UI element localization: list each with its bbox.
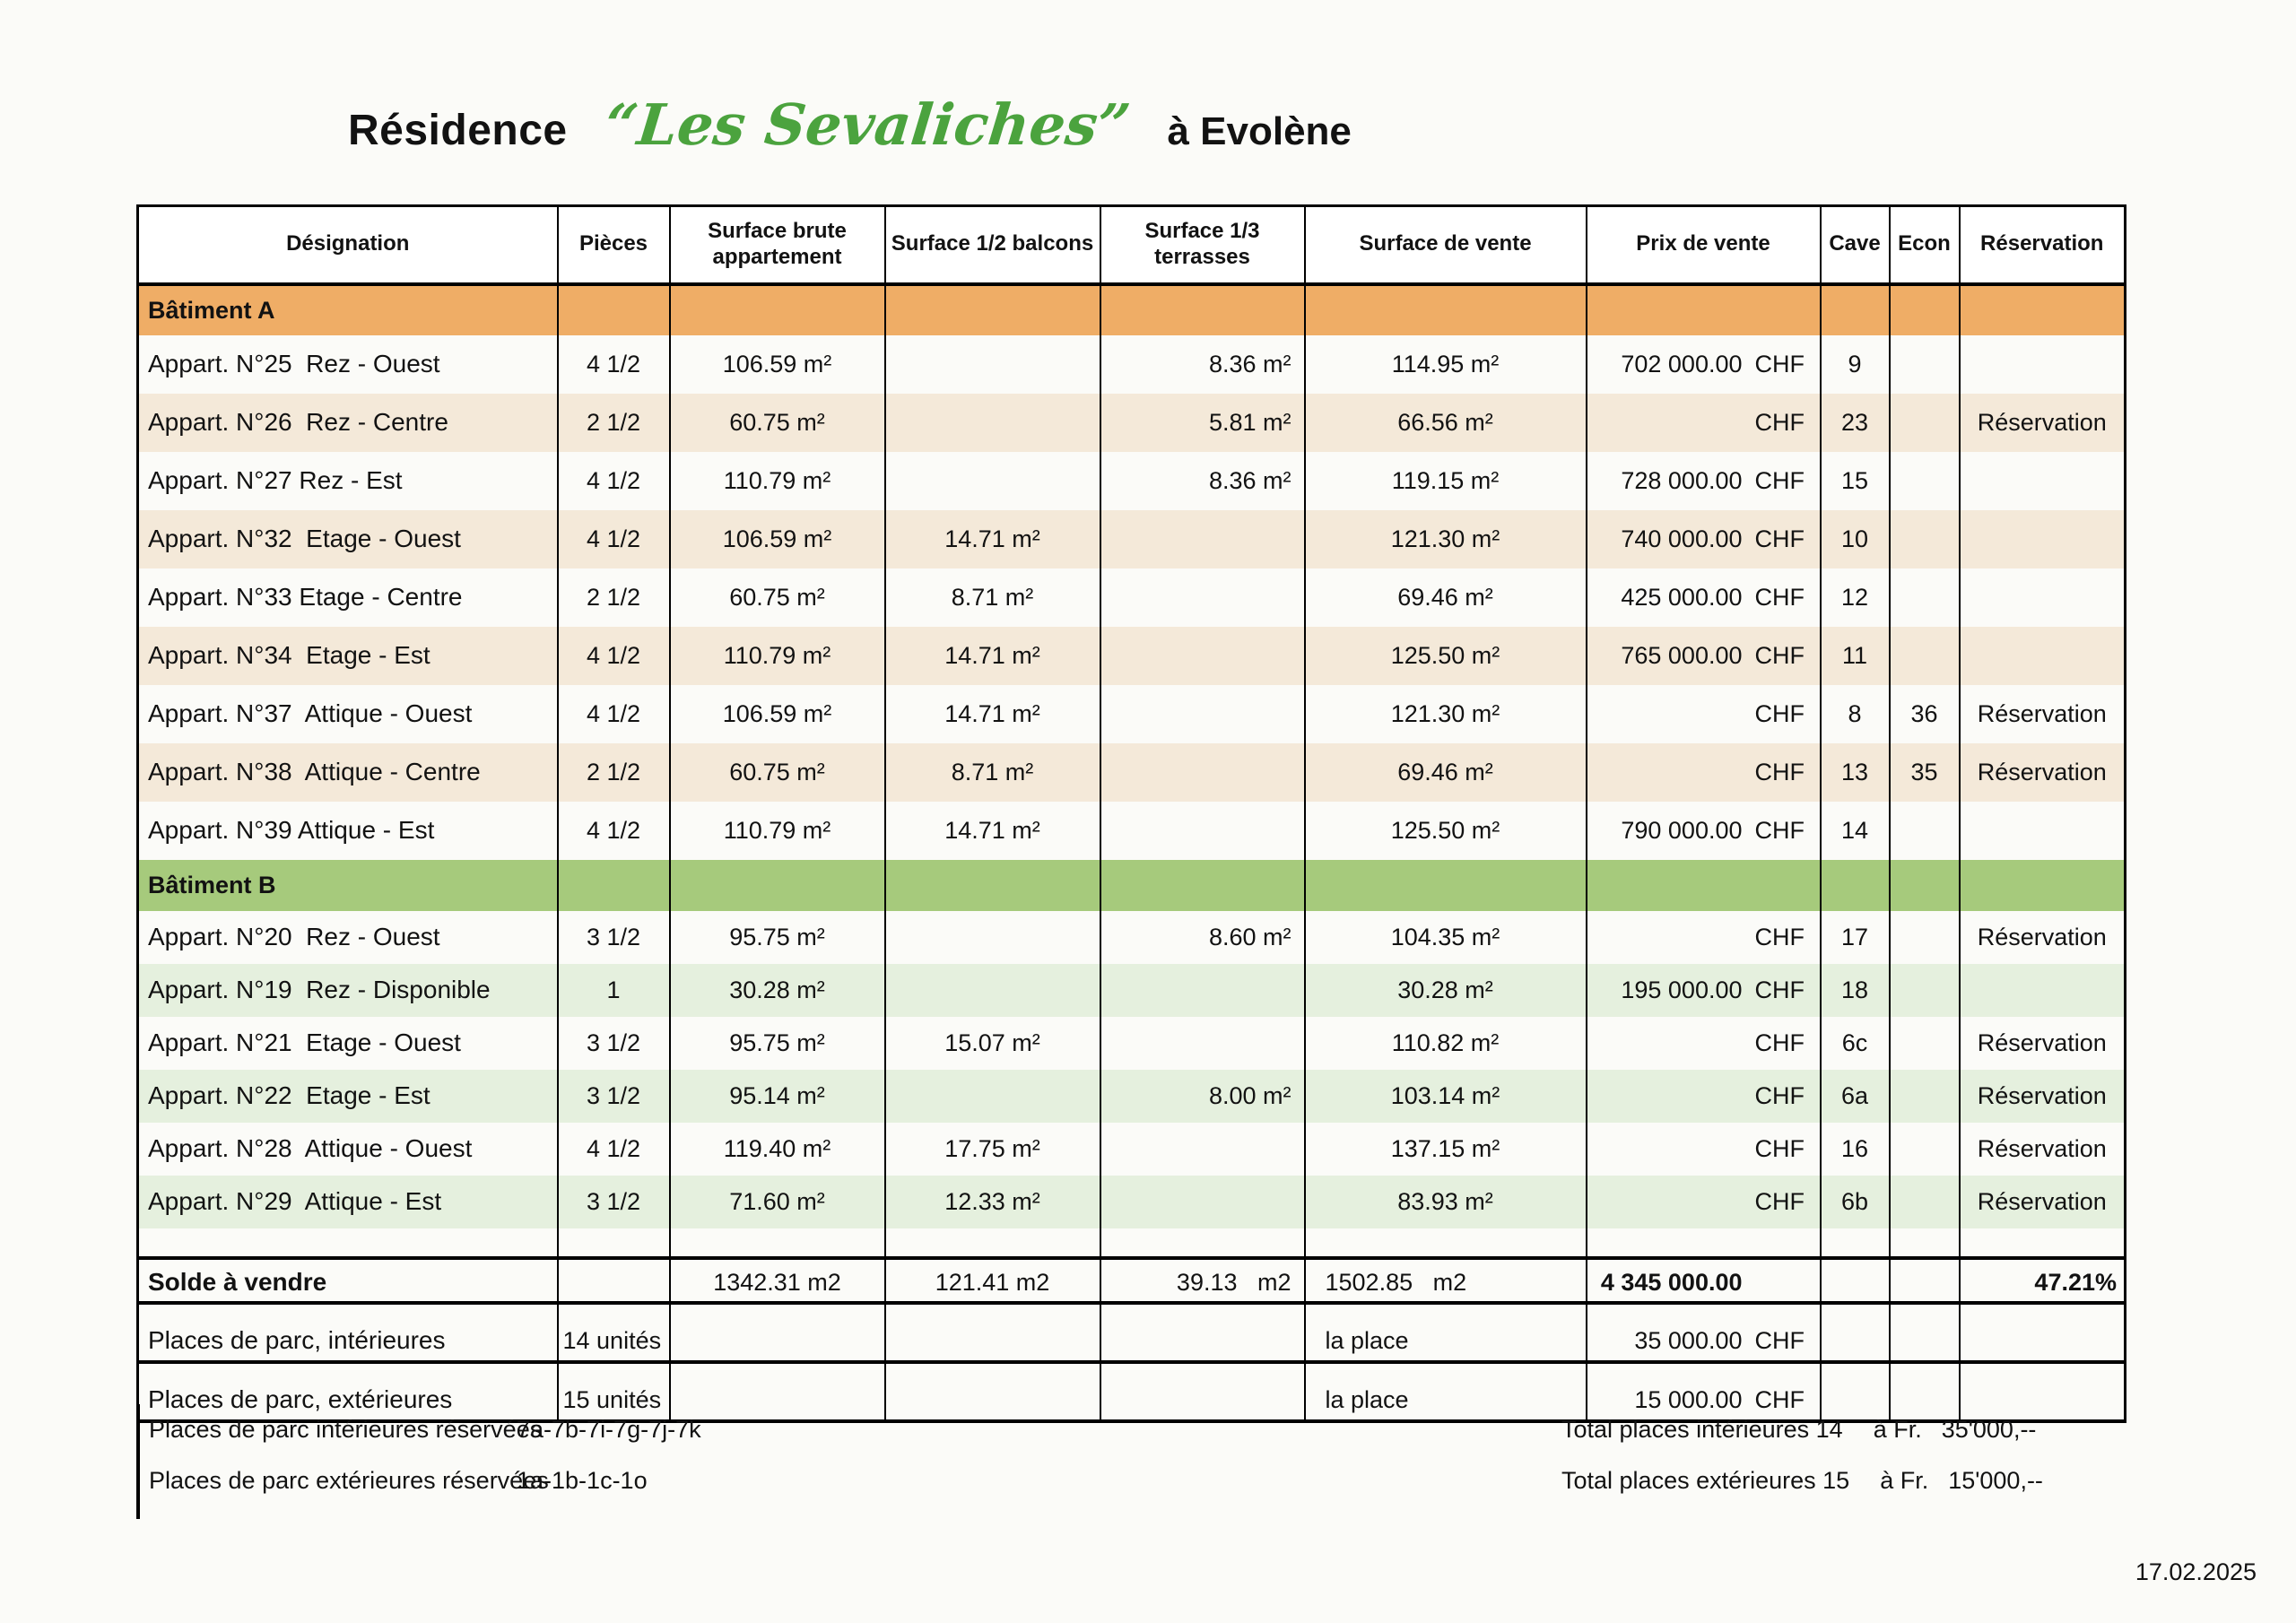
- parking-ext-total-at: à Fr.: [1880, 1467, 1929, 1494]
- band-cell: [1100, 284, 1305, 335]
- cell-vente: 119.15 m²: [1305, 452, 1587, 510]
- cell-terrasses: [1100, 743, 1305, 802]
- cell-econ: [1890, 1258, 1960, 1303]
- cell-cave: 18: [1821, 964, 1890, 1017]
- cell-balcons: 8.71 m²: [885, 743, 1100, 802]
- apartment-row: [138, 685, 2126, 743]
- cell-econ: [1890, 510, 1960, 568]
- cell-balcons: [885, 1228, 1100, 1258]
- cell-designation: Appart. N°22 Etage - Est: [138, 1070, 558, 1123]
- cell-reservation: Réservation: [1960, 394, 2126, 452]
- parking-ext-reserved-line: [140, 1455, 2127, 1506]
- cell-vente: la place: [1305, 1303, 1587, 1362]
- parking-ext-total: [1561, 1467, 2043, 1495]
- cell-econ: 35: [1890, 743, 1960, 802]
- band-cell: [1960, 284, 2126, 335]
- cell-vente: 69.46 m²: [1305, 743, 1587, 802]
- cell-balcons: [885, 1303, 1100, 1362]
- cell-vente: 121.30 m²: [1305, 685, 1587, 743]
- cell-pieces: [558, 1258, 670, 1303]
- parking-ext-reserved-label: Places de parc extérieures réservées: [149, 1467, 549, 1494]
- cell-vente: 30.28 m²: [1305, 964, 1587, 1017]
- col-header-econ: Econ: [1890, 206, 1960, 284]
- col-header-pieces: Pièces: [558, 206, 670, 284]
- cell-brute: 110.79 m²: [670, 627, 885, 685]
- cell-reservation: Réservation: [1960, 911, 2126, 964]
- cell-pieces: 4 1/2: [558, 452, 670, 510]
- cell-econ: [1890, 802, 1960, 860]
- cell-pieces: 14 unités: [558, 1303, 670, 1362]
- price-table: [136, 204, 2126, 1423]
- apartment-row: [138, 452, 2126, 510]
- band-cell: [1587, 284, 1821, 335]
- cell-brute: 71.60 m²: [670, 1176, 885, 1228]
- col-header-surface-terrasses: Surface 1/3 terrasses: [1100, 206, 1305, 284]
- title-residence: Résidence: [348, 107, 568, 154]
- cell-balcons: [885, 964, 1100, 1017]
- cell-vente: 137.15 m²: [1305, 1123, 1587, 1176]
- cell-reservation: 47.21%: [1960, 1258, 2126, 1303]
- cell-econ: [1890, 964, 1960, 1017]
- cell-brute: 60.75 m²: [670, 743, 885, 802]
- cell-prix: [1587, 1228, 1821, 1258]
- cell-cave: [1821, 1258, 1890, 1303]
- cell-reservation: [1960, 568, 2126, 627]
- apartment-row: [138, 394, 2126, 452]
- apartment-row: [138, 802, 2126, 860]
- cell-cave: [1821, 1228, 1890, 1258]
- cell-econ: [1890, 1228, 1960, 1258]
- cell-prix: CHF: [1587, 1176, 1821, 1228]
- cell-brute: 106.59 m²: [670, 510, 885, 568]
- cell-cave: 10: [1821, 510, 1890, 568]
- band-cell: [558, 860, 670, 911]
- cell-terrasses: 5.81 m²: [1100, 394, 1305, 452]
- col-header-surface-balcons: Surface 1/2 balcons: [885, 206, 1100, 284]
- cell-vente: 114.95 m²: [1305, 335, 1587, 394]
- cell-balcons: 121.41 m2: [885, 1258, 1100, 1303]
- cell-balcons: [885, 1070, 1100, 1123]
- cell-balcons: 14.71 m²: [885, 685, 1100, 743]
- parking-ext-total-amount: 15'000,--: [1948, 1467, 2043, 1494]
- cell-designation: Appart. N°33 Etage - Centre: [148, 583, 463, 611]
- cell-pieces: 2 1/2: [558, 743, 670, 802]
- cell-reservation: Réservation: [1960, 1176, 2126, 1228]
- cell-brute: 1342.31 m2: [670, 1258, 885, 1303]
- cell-prix: 425 000.00 CHF: [1587, 568, 1821, 627]
- cell-terrasses: [1100, 1176, 1305, 1228]
- col-header-cave: Cave: [1821, 206, 1890, 284]
- cell-brute: 30.28 m²: [670, 964, 885, 1017]
- cell-reservation: [1960, 964, 2126, 1017]
- cell-designation: Appart. N°39 Attique - Est: [148, 816, 435, 844]
- cell-terrasses: 8.00 m²: [1100, 1070, 1305, 1123]
- cell-terrasses: [1100, 627, 1305, 685]
- cell-designation: Places de parc, extérieures: [138, 1362, 558, 1421]
- parking-int-total-text: Total places intérieures 14: [1561, 1416, 1843, 1443]
- cell-reservation: [1960, 802, 2126, 860]
- cell-balcons: 14.71 m²: [885, 802, 1100, 860]
- cell-reservation: Réservation: [1960, 685, 2126, 743]
- cell-vente: 66.56 m²: [1305, 394, 1587, 452]
- cell-vente: 104.35 m²: [1305, 911, 1587, 964]
- cell-terrasses: [1100, 964, 1305, 1017]
- cell-pieces: 3 1/2: [558, 1176, 670, 1228]
- cell-econ: [1890, 394, 1960, 452]
- cell-pieces: 3 1/2: [558, 1070, 670, 1123]
- cell-balcons: 14.71 m²: [885, 627, 1100, 685]
- apartment-row: [138, 335, 2126, 394]
- cell-vente: 69.46 m²: [1305, 568, 1587, 627]
- parking-ext-total-text: Total places extérieures 15: [1561, 1467, 1850, 1494]
- cell-brute: 60.75 m²: [670, 394, 885, 452]
- cell-pieces: 15 unités: [558, 1362, 670, 1421]
- cell-cave: 6b: [1821, 1176, 1890, 1228]
- cell-terrasses: 8.36 m²: [1100, 452, 1305, 510]
- cell-pieces: 1: [558, 964, 670, 1017]
- band-cell: [670, 860, 885, 911]
- parking-int-total-at: à Fr.: [1873, 1416, 1922, 1443]
- cell-terrasses: 8.60 m²: [1100, 911, 1305, 964]
- cell-pieces: 4 1/2: [558, 627, 670, 685]
- cell-designation: Places de parc, intérieures: [138, 1303, 558, 1362]
- cell-cave: 14: [1821, 802, 1890, 860]
- title-location: à Evolène: [1167, 109, 1352, 153]
- cell-vente: 110.82 m²: [1305, 1017, 1587, 1070]
- cell-terrasses: [1100, 1123, 1305, 1176]
- cell-terrasses: [1100, 510, 1305, 568]
- apartment-row: [138, 911, 2126, 964]
- band-cell: [1960, 860, 2126, 911]
- cell-brute: [670, 1303, 885, 1362]
- section-band: [138, 284, 2126, 335]
- cell-brute: 106.59 m²: [670, 685, 885, 743]
- cell-terrasses: [1100, 802, 1305, 860]
- band-cell: [558, 284, 670, 335]
- cell-prix: CHF: [1587, 1017, 1821, 1070]
- cell-pieces: [558, 1228, 670, 1258]
- cell-terrasses: 39.13 m2: [1100, 1258, 1305, 1303]
- cell-reservation: [1960, 335, 2126, 394]
- cell-prix: 728 000.00 CHF: [1587, 452, 1821, 510]
- cell-designation: Solde à vendre: [138, 1258, 558, 1303]
- cell-designation: Appart. N°19 Rez - Disponible: [138, 964, 558, 1017]
- band-cell: [1890, 284, 1960, 335]
- band-cell: [885, 860, 1100, 911]
- cell-designation: Appart. N°27 Rez - Est: [148, 466, 403, 494]
- cell-prix: 195 000.00 CHF: [1587, 964, 1821, 1017]
- band-cell: [1890, 860, 1960, 911]
- document-date: 17.02.2025: [2135, 1558, 2257, 1585]
- parking-notes: [136, 1404, 2127, 1519]
- cell-vente: [1305, 1228, 1587, 1258]
- cell-prix: 4 345 000.00: [1587, 1258, 1821, 1303]
- page-title: [348, 91, 1352, 158]
- band-cell: [1821, 860, 1890, 911]
- cell-cave: 15: [1821, 452, 1890, 510]
- cell-terrasses: [1100, 1228, 1305, 1258]
- cell-econ: [1890, 1070, 1960, 1123]
- cell-vente: 125.50 m²: [1305, 802, 1587, 860]
- cell-cave: 12: [1821, 568, 1890, 627]
- cell-terrasses: [1100, 685, 1305, 743]
- col-header-designation: Désignation: [138, 206, 558, 284]
- cell-designation: Appart. N°32 Etage - Ouest: [138, 510, 558, 568]
- cell-pieces: 4 1/2: [558, 802, 670, 860]
- cell-vente: 1502.85 m2: [1305, 1258, 1587, 1303]
- cell-econ: [1890, 1017, 1960, 1070]
- cell-prix: 740 000.00 CHF: [1587, 510, 1821, 568]
- col-header-surface-vente: Surface de vente: [1305, 206, 1587, 284]
- cell-cave: 17: [1821, 911, 1890, 964]
- cell-pieces: 3 1/2: [558, 1017, 670, 1070]
- cell-pieces: 2 1/2: [558, 394, 670, 452]
- cell-balcons: [885, 394, 1100, 452]
- spacer-row: [138, 1228, 2126, 1258]
- cell-brute: 119.40 m²: [670, 1123, 885, 1176]
- apartment-row: [138, 627, 2126, 685]
- cell-balcons: 12.33 m²: [885, 1176, 1100, 1228]
- cell-prix: 35 000.00 CHF: [1587, 1303, 1821, 1362]
- parking-int-row: [138, 1303, 2126, 1362]
- cell-econ: [1890, 911, 1960, 964]
- cell-balcons: 17.75 m²: [885, 1123, 1100, 1176]
- cell-brute: 60.75 m²: [670, 568, 885, 627]
- cell-designation: Appart. N°26 Rez - Centre: [138, 394, 558, 452]
- apartment-row: [138, 1176, 2126, 1228]
- cell-cave: 6c: [1821, 1017, 1890, 1070]
- col-header-reservation: Réservation: [1960, 206, 2126, 284]
- cell-brute: [670, 1228, 885, 1258]
- apartment-row: [138, 568, 2126, 627]
- cell-reservation: [1960, 627, 2126, 685]
- cell-brute: 110.79 m²: [670, 802, 885, 860]
- cell-balcons: 8.71 m²: [885, 568, 1100, 627]
- cell-terrasses: [1100, 1017, 1305, 1070]
- cell-reservation: [1960, 510, 2126, 568]
- cell-pieces: 4 1/2: [558, 685, 670, 743]
- cell-reservation: Réservation: [1960, 1123, 2126, 1176]
- cell-econ: [1890, 335, 1960, 394]
- cell-designation: Appart. N°20 Rez - Ouest: [148, 923, 440, 950]
- section-band: [138, 860, 2126, 911]
- header-row: [138, 206, 2126, 284]
- cell-terrasses: [1100, 568, 1305, 627]
- apartment-row: [138, 964, 2126, 1017]
- cell-prix: CHF: [1587, 743, 1821, 802]
- cell-cave: 11: [1821, 627, 1890, 685]
- cell-reservation: Réservation: [1960, 743, 2126, 802]
- cell-prix: CHF: [1587, 685, 1821, 743]
- cell-prix: CHF: [1587, 911, 1821, 964]
- cell-reservation: [1960, 452, 2126, 510]
- cell-prix: CHF: [1587, 394, 1821, 452]
- cell-reservation: Réservation: [1960, 1070, 2126, 1123]
- cell-pieces: 3 1/2: [558, 911, 670, 964]
- cell-designation: Appart. N°37 Attique - Ouest: [148, 699, 473, 727]
- cell-brute: 95.14 m²: [670, 1070, 885, 1123]
- cell-econ: [1890, 452, 1960, 510]
- band-cell: [1821, 284, 1890, 335]
- cell-pieces: 4 1/2: [558, 1123, 670, 1176]
- cell-terrasses: 8.36 m²: [1100, 335, 1305, 394]
- cell-balcons: 14.71 m²: [885, 510, 1100, 568]
- cell-terrasses: [1100, 1303, 1305, 1362]
- cell-brute: 110.79 m²: [670, 452, 885, 510]
- cell-designation: Appart. N°34 Etage - Est: [138, 627, 558, 685]
- col-header-surface-brute: Surface brute appartement: [670, 206, 885, 284]
- parking-int-total-amount: 35'000,--: [1941, 1416, 2037, 1443]
- cell-designation: Appart. N°38 Attique - Centre: [138, 743, 558, 802]
- cell-balcons: [885, 452, 1100, 510]
- band-cell: [1587, 860, 1821, 911]
- cell-econ: [1890, 627, 1960, 685]
- cell-vente: 125.50 m²: [1305, 627, 1587, 685]
- cell-reservation: Réservation: [1960, 1017, 2126, 1070]
- apartment-row: [138, 1017, 2126, 1070]
- cell-vente: la place: [1305, 1362, 1587, 1421]
- cell-vente: 121.30 m²: [1305, 510, 1587, 568]
- cell-brute: 95.75 m²: [670, 1017, 885, 1070]
- col-header-prix-vente: Prix de vente: [1587, 206, 1821, 284]
- cell-cave: 16: [1821, 1123, 1890, 1176]
- cell-econ: [1890, 568, 1960, 627]
- cell-prix: 765 000.00 CHF: [1587, 627, 1821, 685]
- cell-reservation: [1960, 1228, 2126, 1258]
- band-cell: [885, 284, 1100, 335]
- band-cell: [1305, 284, 1587, 335]
- cell-cave: 23: [1821, 394, 1890, 452]
- cell-designation: Appart. N°28 Attique - Ouest: [148, 1134, 473, 1162]
- cell-pieces: 2 1/2: [558, 568, 670, 627]
- cell-prix: CHF: [1587, 1070, 1821, 1123]
- apartment-row: [138, 1070, 2126, 1123]
- cell-cave: 6a: [1821, 1070, 1890, 1123]
- cell-vente: 103.14 m²: [1305, 1070, 1587, 1123]
- cell-econ: 36: [1890, 685, 1960, 743]
- band-cell: [670, 284, 885, 335]
- cell-pieces: 4 1/2: [558, 335, 670, 394]
- parking-ext-reserved-codes: 1a-1b-1c-1o: [517, 1467, 648, 1494]
- cell-prix: 15 000.00 CHF: [1587, 1362, 1821, 1421]
- apartment-row: [138, 1123, 2126, 1176]
- cell-designation: Appart. N°21 Etage - Ouest: [148, 1028, 461, 1056]
- cell-cave: 13: [1821, 743, 1890, 802]
- cell-econ: [1890, 1176, 1960, 1228]
- parking-int-reserved-label: Places de parc intérieures réservées: [149, 1416, 543, 1443]
- parking-int-total: [1561, 1416, 2036, 1444]
- cell-cave: 9: [1821, 335, 1890, 394]
- cell-econ: [1890, 1303, 1960, 1362]
- band-cell: [1100, 860, 1305, 911]
- title-residence-name: “Les Sevaliches”: [601, 91, 1134, 158]
- section-label: Bâtiment A: [138, 284, 558, 335]
- cell-designation: Appart. N°25 Rez - Ouest: [148, 350, 440, 378]
- cell-balcons: 15.07 m²: [885, 1017, 1100, 1070]
- cell-cave: [1821, 1303, 1890, 1362]
- cell-designation: [138, 1228, 558, 1258]
- band-cell: [1305, 860, 1587, 911]
- cell-prix: 702 000.00 CHF: [1587, 335, 1821, 394]
- cell-designation: Appart. N°29 Attique - Est: [138, 1176, 558, 1228]
- cell-econ: [1890, 1123, 1960, 1176]
- apartment-row: [138, 510, 2126, 568]
- solde-row: [138, 1258, 2126, 1303]
- cell-balcons: [885, 911, 1100, 964]
- cell-brute: 106.59 m²: [670, 335, 885, 394]
- cell-cave: 8: [1821, 685, 1890, 743]
- cell-pieces: 4 1/2: [558, 510, 670, 568]
- cell-reservation: [1960, 1303, 2126, 1362]
- cell-balcons: [885, 335, 1100, 394]
- apartment-row: [138, 743, 2126, 802]
- cell-prix: 790 000.00 CHF: [1587, 802, 1821, 860]
- cell-brute: 95.75 m²: [670, 911, 885, 964]
- parking-int-reserved-line: [140, 1404, 2127, 1455]
- section-label: Bâtiment B: [138, 860, 558, 911]
- cell-vente: 83.93 m²: [1305, 1176, 1587, 1228]
- cell-prix: CHF: [1587, 1123, 1821, 1176]
- parking-int-reserved-codes: 7a-7b-7i-7g-7j-7k: [517, 1416, 701, 1443]
